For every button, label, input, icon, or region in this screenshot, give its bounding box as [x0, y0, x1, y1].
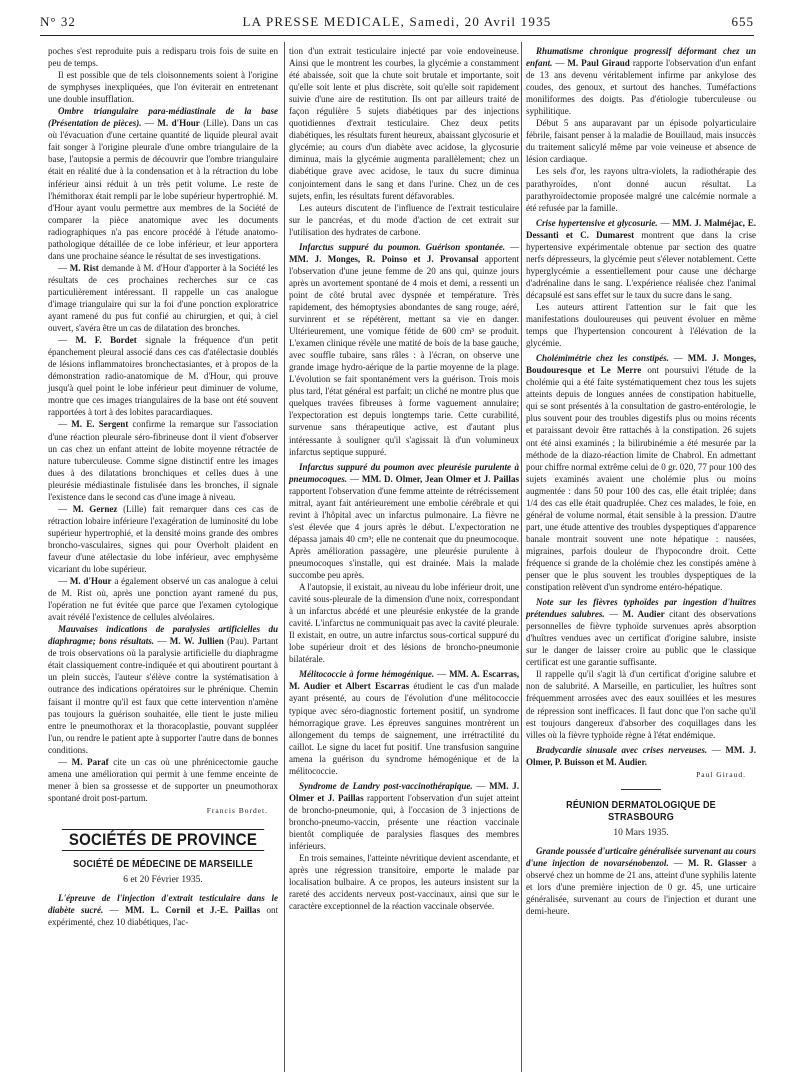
section-title: SOCIÉTÉS DE PROVINCE: [62, 829, 264, 851]
column-divider: [521, 42, 522, 1072]
paragraph: — M. Rist demande à M. d'Hour d'apporter à la Société les résultats de ces prochaines recherches sur ce cas particulièrement intéressant. Il rappelle un cas analogue d'image triangulaire qui sur la foi d'une ponction exploratrice ayant ramené du pus fut confié au chirurgien, et qui, à ciel ouvert, s'avéra être un cas de dilatation des bronches.: [48, 262, 278, 334]
author: MM. J. Malméjac, E. Dessanti et C. Dumarest: [526, 217, 756, 240]
paragraph: Les sels d'or, les rayons ultra-violets, la radiothérapie des parathyroïdes, n'ont donné aucun résultat. La parathyroïdectomie proposée malgré une calcémie normale a été refusée par la famille.: [526, 166, 756, 213]
author: M. E. Sergent: [71, 419, 129, 430]
column-3: [526, 45, 756, 917]
author: M. Paul Giraud: [567, 58, 630, 69]
journal-title: LA PRESSE MEDICALE, Samedi, 20 Avril 1935: [242, 14, 552, 29]
article-title: L'épreuve de l'injection d'extrait testiculaire dans le diabète sucré.: [48, 893, 278, 916]
author: MM. A. Escarras, M. Audier et Albert Escarras: [289, 669, 519, 692]
author: MM. J. Olmer, P. Buisson et M. Audier.: [526, 744, 756, 767]
society-title: SOCIÉTÉ DE MÉDECINE DE MARSEILLE: [73, 859, 253, 871]
author: M. Rist: [69, 262, 99, 273]
paragraph: — M. F. Bordet signale la fréquence d'un petit épanchement pleural associé dans ces cas d'atélectasie doublés de lésions inflammatoires bronchectasiantes, et à propos de la démonstration radio-anatomique de M. d'Hour, qui prouve jusqu'à quel point le lobe inférieur peut diminuer de volume, montre que ces images triangulaires de la base ont été souvent rapportées à tort à des lobites paracardiaques.: [48, 335, 279, 418]
author: MM. J. Monges, Boudouresque et Le Merre: [526, 353, 756, 376]
author: M. W. Jullien: [169, 636, 224, 647]
paragraph: Grande poussée d'urticaire généralisée survenant au cours d'une injection de novarsénobenzol. — M. R. Glasser a observé chez un homme de 21 ans, atteint d'une syphilis latente et lors d'une première injection de 0 gr. 45, une urticaire généralisée, survenant au cours de l'injection et durant une demi-heure.: [526, 845, 756, 917]
paragraph: Début 5 ans auparavant par un épisode polyarticulaire fébrile, faisant penser à la maladie de Bouillaud, mais insuccès du traitement salicylé même par voie veineuse et absence de lésion cardiaque.: [526, 118, 756, 165]
paragraph: Infarctus suppuré du poumon avec pleurésie purulente à pneumocoques. — MM. D. Olmer, Jean Olmer et J. Paillas rapportent l'observation d'une femme atteinte de rétrécissement mitral, ayant fait antérieurement une embolie cérébrale et qui revint à l'hôpital avec un infarctus pulmonaire. La fièvre ne s'est élevée que 4 jours après le début. L'expectoration ne dépassa jamais 40 cm³; elle ne contenait que du pneumocoque. Après amélioration passagère, une pleurésie purulente à pneumocoques s'installe, qui est drainée. Mais la malade succombe peu après.: [289, 461, 519, 581]
paragraph: Mauvaises indications de paralysies artificielles du diaphragme; bons résultats. — M. W. Jullien (Pau). Partant de trois observations où la paralysie artificielle du diaphragme était classiquement contre-indiquée et qui aboutirent pourtant à un plein succès, l'auteur s'élève contre la systématisation à outrance des indications opératoires sur le phrénique. Chemin faisant il montre qu'il est faux que cette intervention n'amène pas toujours la guérison souhaitée, elle tient le juste milieu entre le pneumothorax et la thoracoplastie, pouvant suppléer l'un, ou rendre le patient apte à supporter l'autre dans de bonnes conditions.: [48, 624, 279, 755]
author: M. d'Hour: [69, 576, 112, 587]
session-date: 10 Mars 1935.: [613, 827, 669, 838]
issue-number: N° 32: [40, 14, 76, 29]
paragraph: Mélitococcie à forme hémogénique. — MM. A. Escarras, M. Audier et Albert Escarras étudient le cas d'un malade ayant présenté, au cours de l'évolution d'une mélitococcie typique avec séro-diagnostic fortement positif, un syndrome hémorragique grave. Les épreuves sanguines montrèrent un allongement du temps de saignement, une irrétractilité du caillot. Le signe du lacet fut positif. Une transfusion sanguine amena la guérison du syndrome hémogénique et de la mélitococcie.: [289, 669, 519, 776]
paragraph: Les auteurs attirent l'attention sur le fait que les manifestations douloureuses qui peuvent évoluer en même temps que l'hypertension concourent à l'élévation de la glycémie.: [526, 301, 756, 349]
paragraph: L'épreuve de l'injection d'extrait testiculaire dans le diabète sucré. — MM. L. Cornil et J.-E. Paillas ont expérimenté, chez 10 diabétiques, l'ac-: [48, 893, 278, 928]
paragraph: Les auteurs discutent de l'influence de l'extrait testiculaire sur le pancréas, et du mode d'action de cet extrait sur l'utilisation des hydrates de carbone.: [289, 202, 519, 237]
paragraph: Infarctus suppuré du poumon. Guérison spontanée. — MM. J. Monges, R. Poinso et J. Provansal apportent l'observation d'une jeune femme de 20 ans qui, quinze jours après un avortement spontané de 4 mois et demi, a ressenti un point de côté brutal avec dyspnée et température. Très rapidement, des hémoptysies abondantes de sang rouge, aéré, survinrent et se répétèrent, mettant sa vie en danger. Ultérieurement, une vomique fétide de 600 cm³ se produit. L'examen clinique révèle une matité de bois de la base gauche, avec souffle tubaire, sans râles : à l'écran, on observe une grande image hydro-aérique de la partie moyenne de la plage. L'évolution se fait spontanément vers la guérison. Trois mois plus tard, l'état général est parfait; un cliché ne montre plus que quelques travées fibreuses à forme vaguement annulaire; l'expectoration est depuis longtemps tarie. Cette curabilité, survenue sans thérapeutique active, est d'autant plus intéressante à souligner qu'il s'agissait là d'un volumineux infarctus septique suppuré.: [289, 241, 519, 457]
author: M. Gernez: [72, 503, 118, 514]
column-divider: [284, 42, 285, 1072]
paragraph: Cholémimétrie chez les constipés. — MM. J. Monges, Boudouresque et Le Merre ont poursuivi l'étude de la cholémie qui a été faite systématiquement chez tous les sujets atteints depuis de longues années de constipation habituelle, qui se sont présentés à la consultation de gastro-entérologie, le plus souvent pour des troubles digestifs plus ou moins récents et paraissant devoir être rattachés à la constipation. 26 sujets ont été ainsi examinés ; la bilirubinémie a été mesurée par la méthode de la diazo-réaction limite de Chabrol. En admettant pour chiffre normal extrême celui de 0 gr. 020, 77 pour 100 des sujets examinés avaient une cholémie plus ou moins augmentée : dans 50 pour 100 des cas, elle était triplée; dans 1/4 des cas elle était quadruplée. Chez ces malades, le foie, en général de volume normal, était sensible à la pression. D'autre part, une étude attentive des troubles dyspeptiques d'apparence banale montrait souvent une note hépatique : nausées, migraines, parfois douleur de l'hypocondre droit. Cette fréquence si grande de la cholémie chez les constipés amène à penser que le plus souvent les troubles dyspeptiques de la constipation relèvent d'un syndrome entéro-hépatique.: [526, 353, 756, 593]
article-title: Rhumatisme chronique progressif déformant chez un enfant.: [526, 46, 756, 69]
page-number: 655: [731, 14, 754, 29]
column-2: [289, 45, 519, 912]
author: M. Audier: [622, 609, 665, 620]
session-date: 6 et 20 Février 1935.: [123, 875, 203, 886]
author: MM. J. Olmer et J. Paillas: [289, 780, 520, 803]
author: M. R. Glasser: [687, 858, 747, 868]
author: MM. J. Monges, R. Poinso et J. Provansal: [289, 253, 479, 264]
column-1: [48, 45, 278, 928]
paragraph: Syndrome de Landry post-vaccinothérapique. — MM. J. Olmer et J. Paillas rapportent l'observation d'un sujet atteint de broncho-pneumonie, qui, à l'occasion de 3 injections de broncho-pneumo-vaccin, présente une réaction vaccinale bientôt compliquée de paralysies flasques des membres inférieurs.: [289, 780, 520, 852]
paragraph: poches s'est reproduite puis a redisparu trois fois de suite en peu de temps.: [48, 46, 278, 69]
article-title: Bradycardie sinusale avec crises nerveuses.: [536, 744, 708, 755]
article-title: Infarctus suppuré du poumon avec pleurésie purulente à pneumocoques.: [289, 461, 519, 484]
divider: [621, 789, 661, 790]
society-title: RÉUNION DERMATOLOGIQUE DE STRASBOURG: [566, 799, 716, 823]
signature: Francis Bordet.: [206, 805, 268, 815]
paragraph: — M. Gernez (Lille) fait remarquer dans ces cas de rétraction lobaire inférieure l'exagération de luminosité du lobe supérieur hypertrophié, et la densité moins grande des ombres broncho-vasculaires, signes qui pour Overholt plaident en faveur d'une atélectasie du lobe inférieur, avec emphysème vicariant du lobe supérieur.: [48, 503, 278, 575]
author: M. d'Hour: [157, 118, 200, 129]
paragraph: tion d'un extrait testiculaire injecté par voie endoveineuse. Ainsi que le montrent les courbes, la glycémie a constamment été abaissée, soit que la chute soit brutale et importante, soit qu'elle soit lente et plus discrète, soit qu'elle soit rapidement suivie d'une aire de restitution. Ils ont par ailleurs traité de façon régulière 5 sujets diabétiques par des injections quotidiennes d'extrait testiculaire. Chez deux petits diabétiques, les résultats furent heureux, abaissant glycosurie et glycémie; au cours d'un diabète avec acidose, la glycosurie diminua, mais la glycémie augmenta parallèlement; chez un diabétique grave avec acidose, le taux du sucre diminua conjointement dans le sang et dans l'urine. Chez un de ces sujets, enfin, les résultats furent défavorables.: [289, 46, 519, 201]
paragraph: Bradycardie sinusale avec crises nerveuses. — MM. J. Olmer, P. Buisson et M. Audier.: [526, 744, 756, 767]
paragraph: Ombre triangulaire para-médiastinale de la base (Présentation de pièces). — M. d'Hour (Lille). Dans un cas où l'évacuation d'une certaine quantité de liquide pleural avait fait songer à l'origine pleurale d'une ombre triangulaire de la base, l'autopsie a permis de découvrir que l'ombre triangulaire était en réalité due à la condensation et à la rétraction du lobe inférieur ainsi réduit à un très petit volume. Le reste de l'hémithorax était rempli par le lobe supérieur hypertrophié. M. d'Hour ayant voulu permettre aux membres de la Société de comparer la pièce anatomique avec les documents radiographiques n'a pas encore procédé à l'étude anatomo-pathologique détaillée de ce lobe inférieur, et leur apportera dans une prochaine séance le résultat de ses investigations.: [48, 106, 279, 261]
paragraph: Il est possible que de tels cloisonnements soient à l'origine de symphyses inexpliquées, que l'on éviterait en entretenant une double insufflation.: [48, 70, 278, 105]
paragraph: Rhumatisme chronique progressif déformant chez un enfant. — M. Paul Giraud rapporte l'observation d'un enfant de 13 ans devenu véritablement infirme par ankylose des coudes, des genoux, et surtout des hanches. Tuméfactions moniliformes des doigts. Pas d'étiologie tuberculeuse ou syphilitique.: [526, 46, 756, 117]
paragraph: — M. E. Sergent confirme la remarque sur l'association d'une réaction pleurale séro-fibrineuse dont il vient d'observer un cas chez un enfant atteint de lobite moyenne rétractée de nature tuberculeuse. Comme signe distinctif entre les images dues à des dilatations bronchiques et celles dues à une pleurésie médiastinale fistulisée dans les bronches, il signale l'existence dans le second cas d'une image à niveau.: [48, 419, 278, 502]
paragraph: — M. d'Hour a également observé un cas analogue à celui de M. Rist où, après une ponction ayant ramené du pus, l'opération ne fut évitée que parce que l'examen cytologique avait révélé l'existence de cellules alvéolaires.: [48, 576, 278, 623]
paragraph: Il rappelle qu'il s'agit là d'un certificat d'origine salubre et non de salubrité. A Marseille, en particulier, les huîtres sont fréquemment arrosées avec des eaux souillées et les mesures de répression sont inefficaces. Il faut donc que l'on sache qu'il est toujours dangereux d'absorber des coquillages dans les villes où la fièvre typhoïde règne à l'état endémique.: [526, 669, 756, 740]
author: M. Paraf: [71, 756, 109, 767]
article-title: Infarctus suppuré du poumon. Guérison spontanée.: [299, 241, 506, 252]
paragraph: En trois semaines, l'atteinte névritique devient ascendante, et après une régression transitoire, emporte le malade par localisation bulbaire. A ce propos, les auteurs insistent sur la rareté des accidents nerveux post-vaccinaux, ainsi que sur le caractère exceptionnel de la réaction vaccinale observée.: [289, 853, 519, 912]
paragraph: Crise hypertensive et glycosurie. — MM. J. Malméjac, E. Dessanti et C. Dumarest montrent que dans la crise hypertensive expérimentale obtenue par section des quatre nerfs dépresseurs, la glycémie peut s'élever notablement. Cette hyperglycémie a essentiellement pour cause une décharge d'adrénaline dans le sang. L'expérience réalisée chez l'animal décapsulé est sans effet sur le taux du sucre dans le sang.: [526, 217, 757, 300]
author: MM. L. Cornil et J.-E. Paillas: [125, 905, 261, 916]
paragraph: — M. Paraf cite un cas où une phrénicectomie gauche amena une amélioration qui permit à une femme enceinte de mener à bien sa grossesse et de supporter un pneumothorax spontané droit post-partum.: [48, 756, 279, 803]
article-title: Grande poussée d'urticaire généralisée survenant au cours d'une injection de novarsénobenzol.: [526, 845, 756, 868]
article-title: Ombre triangulaire para-médiastinale de la base (Présentation de pièces).: [48, 106, 278, 129]
article-title: Syndrome de Landry post-vaccinothérapique.: [299, 780, 473, 791]
author: M. F. Bordet: [75, 335, 137, 346]
signature: Paul Giraud.: [696, 769, 746, 779]
page-header: [40, 14, 754, 36]
article-title: Crise hypertensive et glycosurie.: [536, 217, 658, 228]
article-title: Note sur les fièvres typhoïdes par ingestion d'huîtres prétendues salubres.: [526, 597, 756, 620]
article-title: Mauvaises indications de paralysies artificielles du diaphragme; bons résultats.: [48, 624, 278, 647]
author: MM. D. Olmer, Jean Olmer et J. Paillas: [361, 473, 519, 484]
paragraph: Note sur les fièvres typhoïdes par ingestion d'huîtres prétendues salubres. — M. Audier citant des observations personnelles de fièvre typhoïde survenues après absorption d'huîtres vendues avec un certificat d'origine salubre, insiste sur le danger de laisser croire au public que le classique certificat est une garantie suffisante.: [526, 597, 756, 668]
paragraph: A l'autopsie, il existait, au niveau du lobe inférieur droit, une cavité sous-pleurale de la dimension d'une noix, correspondant à un infarctus abcédé et une pleurésie enkystée de la grande cavité. L'infarctus ne communiquait pas avec la cavité pleurale. Il existait, en outre, un autre infarctus sous-cortical suppuré du lobe supérieur droit et des lésions de broncho-pneumonie bilatérale.: [289, 582, 519, 665]
article-title: Cholémimétrie chez les constipés.: [536, 353, 669, 364]
article-title: Mélitococcie à forme hémogénique.: [299, 669, 435, 680]
